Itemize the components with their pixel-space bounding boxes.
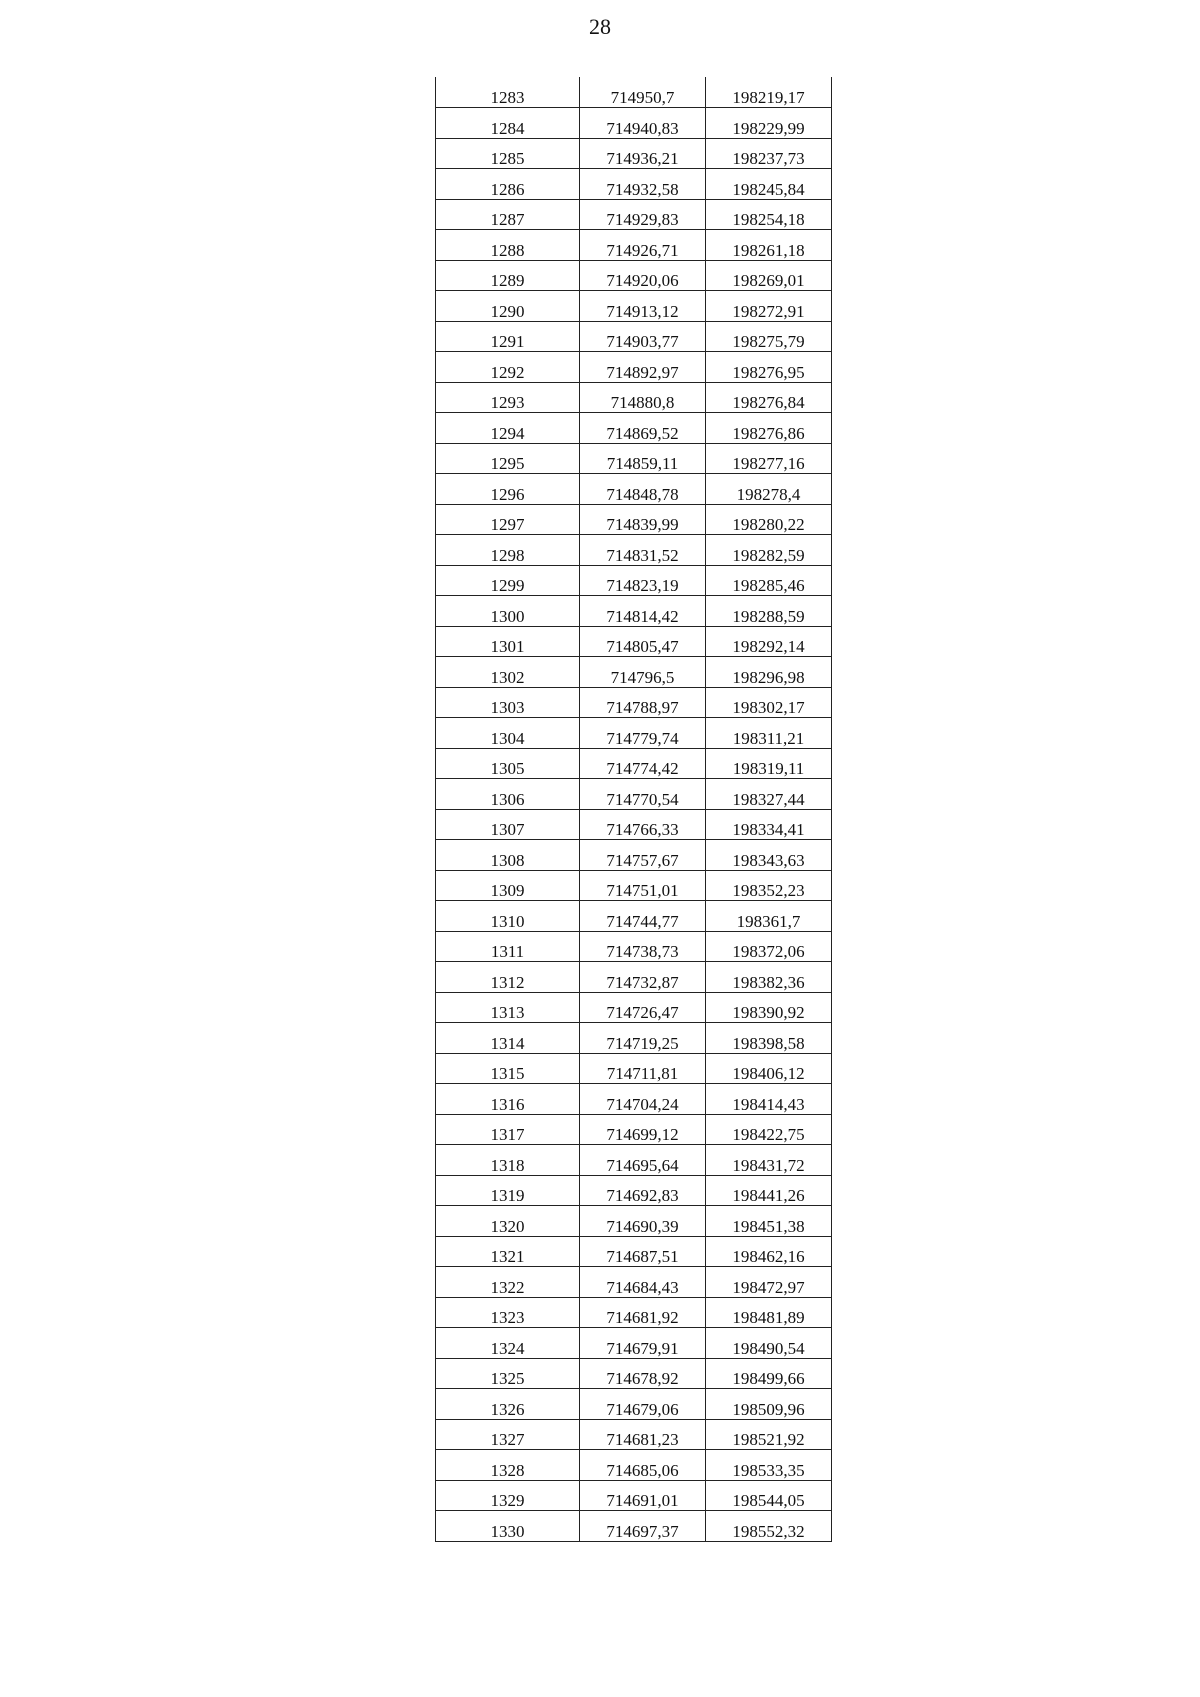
y-coordinate-cell: 198302,17	[706, 687, 832, 718]
table-row	[436, 1236, 832, 1267]
point-number-cell: 1290	[436, 291, 580, 322]
point-number-cell: 1316	[436, 1084, 580, 1115]
y-coordinate-cell: 198382,36	[706, 962, 832, 993]
x-coordinate-cell: 714697,37	[580, 1511, 706, 1542]
x-coordinate-cell: 714774,42	[580, 748, 706, 779]
table-row	[436, 870, 832, 901]
table-row	[436, 108, 832, 139]
point-number-cell: 1330	[436, 1511, 580, 1542]
x-coordinate-cell: 714684,43	[580, 1267, 706, 1298]
y-coordinate-cell: 198472,97	[706, 1267, 832, 1298]
table-row	[436, 169, 832, 200]
table-row	[436, 1389, 832, 1420]
point-number-cell: 1326	[436, 1389, 580, 1420]
table-row	[436, 352, 832, 383]
table-row	[436, 1419, 832, 1450]
point-number-cell: 1299	[436, 565, 580, 596]
page-number: 28	[589, 14, 611, 39]
x-coordinate-cell: 714823,19	[580, 565, 706, 596]
point-number-cell: 1312	[436, 962, 580, 993]
x-coordinate-cell: 714679,91	[580, 1328, 706, 1359]
table-row	[436, 474, 832, 505]
table-row	[436, 1114, 832, 1145]
table-row	[436, 809, 832, 840]
x-coordinate-cell: 714738,73	[580, 931, 706, 962]
x-coordinate-cell: 714695,64	[580, 1145, 706, 1176]
point-number-cell: 1293	[436, 382, 580, 413]
x-coordinate-cell: 714926,71	[580, 230, 706, 261]
point-number-cell: 1301	[436, 626, 580, 657]
y-coordinate-cell: 198390,92	[706, 992, 832, 1023]
x-coordinate-cell: 714678,92	[580, 1358, 706, 1389]
x-coordinate-cell: 714796,5	[580, 657, 706, 688]
table-row	[436, 748, 832, 779]
y-coordinate-cell: 198282,59	[706, 535, 832, 566]
y-coordinate-cell: 198343,63	[706, 840, 832, 871]
x-coordinate-cell: 714805,47	[580, 626, 706, 657]
y-coordinate-cell: 198372,06	[706, 931, 832, 962]
point-number-cell: 1284	[436, 108, 580, 139]
x-coordinate-cell: 714766,33	[580, 809, 706, 840]
table-row	[436, 382, 832, 413]
y-coordinate-cell: 198451,38	[706, 1206, 832, 1237]
y-coordinate-cell: 198544,05	[706, 1480, 832, 1511]
y-coordinate-cell: 198276,84	[706, 382, 832, 413]
x-coordinate-cell: 714869,52	[580, 413, 706, 444]
y-coordinate-cell: 198285,46	[706, 565, 832, 596]
table-row	[436, 1450, 832, 1481]
point-number-cell: 1317	[436, 1114, 580, 1145]
point-number-cell: 1322	[436, 1267, 580, 1298]
point-number-cell: 1329	[436, 1480, 580, 1511]
x-coordinate-cell: 714848,78	[580, 474, 706, 505]
y-coordinate-cell: 198499,66	[706, 1358, 832, 1389]
x-coordinate-cell: 714685,06	[580, 1450, 706, 1481]
point-number-cell: 1328	[436, 1450, 580, 1481]
point-number-cell: 1320	[436, 1206, 580, 1237]
table-row	[436, 718, 832, 749]
point-number-cell: 1294	[436, 413, 580, 444]
y-coordinate-cell: 198292,14	[706, 626, 832, 657]
table-row	[436, 626, 832, 657]
point-number-cell: 1310	[436, 901, 580, 932]
point-number-cell: 1318	[436, 1145, 580, 1176]
y-coordinate-cell: 198490,54	[706, 1328, 832, 1359]
x-coordinate-cell: 714732,87	[580, 962, 706, 993]
table-row	[436, 77, 832, 108]
point-number-cell: 1302	[436, 657, 580, 688]
x-coordinate-cell: 714932,58	[580, 169, 706, 200]
point-number-cell: 1308	[436, 840, 580, 871]
x-coordinate-cell: 714711,81	[580, 1053, 706, 1084]
table-row	[436, 565, 832, 596]
point-number-cell: 1298	[436, 535, 580, 566]
table-row	[436, 901, 832, 932]
x-coordinate-cell: 714880,8	[580, 382, 706, 413]
point-number-cell: 1296	[436, 474, 580, 505]
y-coordinate-cell: 198288,59	[706, 596, 832, 627]
table-row	[436, 1297, 832, 1328]
coordinates-table-body	[436, 77, 832, 1541]
point-number-cell: 1304	[436, 718, 580, 749]
table-row	[436, 291, 832, 322]
y-coordinate-cell: 198422,75	[706, 1114, 832, 1145]
y-coordinate-cell: 198406,12	[706, 1053, 832, 1084]
y-coordinate-cell: 198481,89	[706, 1297, 832, 1328]
y-coordinate-cell: 198278,4	[706, 474, 832, 505]
point-number-cell: 1283	[436, 77, 580, 108]
table-row	[436, 1053, 832, 1084]
x-coordinate-cell: 714744,77	[580, 901, 706, 932]
y-coordinate-cell: 198261,18	[706, 230, 832, 261]
x-coordinate-cell: 714929,83	[580, 199, 706, 230]
point-number-cell: 1286	[436, 169, 580, 200]
y-coordinate-cell: 198462,16	[706, 1236, 832, 1267]
y-coordinate-cell: 198414,43	[706, 1084, 832, 1115]
x-coordinate-cell: 714687,51	[580, 1236, 706, 1267]
point-number-cell: 1325	[436, 1358, 580, 1389]
table-row	[436, 657, 832, 688]
y-coordinate-cell: 198276,95	[706, 352, 832, 383]
x-coordinate-cell: 714779,74	[580, 718, 706, 749]
coordinates-table	[435, 77, 832, 1542]
table-row	[436, 535, 832, 566]
table-row	[436, 1175, 832, 1206]
y-coordinate-cell: 198272,91	[706, 291, 832, 322]
x-coordinate-cell: 714691,01	[580, 1480, 706, 1511]
point-number-cell: 1288	[436, 230, 580, 261]
table-row	[436, 1328, 832, 1359]
point-number-cell: 1307	[436, 809, 580, 840]
point-number-cell: 1297	[436, 504, 580, 535]
point-number-cell: 1287	[436, 199, 580, 230]
table-row	[436, 321, 832, 352]
y-coordinate-cell: 198269,01	[706, 260, 832, 291]
x-coordinate-cell: 714788,97	[580, 687, 706, 718]
y-coordinate-cell: 198229,99	[706, 108, 832, 139]
x-coordinate-cell: 714679,06	[580, 1389, 706, 1420]
y-coordinate-cell: 198219,17	[706, 77, 832, 108]
x-coordinate-cell: 714751,01	[580, 870, 706, 901]
y-coordinate-cell: 198245,84	[706, 169, 832, 200]
x-coordinate-cell: 714839,99	[580, 504, 706, 535]
point-number-cell: 1303	[436, 687, 580, 718]
table-row	[436, 596, 832, 627]
x-coordinate-cell: 714831,52	[580, 535, 706, 566]
point-number-cell: 1295	[436, 443, 580, 474]
x-coordinate-cell: 714770,54	[580, 779, 706, 810]
y-coordinate-cell: 198509,96	[706, 1389, 832, 1420]
point-number-cell: 1300	[436, 596, 580, 627]
point-number-cell: 1319	[436, 1175, 580, 1206]
x-coordinate-cell: 714726,47	[580, 992, 706, 1023]
table-row	[436, 1480, 832, 1511]
y-coordinate-cell: 198521,92	[706, 1419, 832, 1450]
y-coordinate-cell: 198276,86	[706, 413, 832, 444]
x-coordinate-cell: 714940,83	[580, 108, 706, 139]
y-coordinate-cell: 198361,7	[706, 901, 832, 932]
x-coordinate-cell: 714814,42	[580, 596, 706, 627]
table-row	[436, 1145, 832, 1176]
point-number-cell: 1289	[436, 260, 580, 291]
x-coordinate-cell: 714690,39	[580, 1206, 706, 1237]
point-number-cell: 1321	[436, 1236, 580, 1267]
point-number-cell: 1291	[436, 321, 580, 352]
table-row	[436, 840, 832, 871]
y-coordinate-cell: 198296,98	[706, 657, 832, 688]
table-row	[436, 199, 832, 230]
point-number-cell: 1314	[436, 1023, 580, 1054]
point-number-cell: 1327	[436, 1419, 580, 1450]
y-coordinate-cell: 198319,11	[706, 748, 832, 779]
point-number-cell: 1311	[436, 931, 580, 962]
y-coordinate-cell: 198254,18	[706, 199, 832, 230]
point-number-cell: 1292	[436, 352, 580, 383]
x-coordinate-cell: 714692,83	[580, 1175, 706, 1206]
point-number-cell: 1313	[436, 992, 580, 1023]
point-number-cell: 1323	[436, 1297, 580, 1328]
x-coordinate-cell: 714936,21	[580, 138, 706, 169]
x-coordinate-cell: 714892,97	[580, 352, 706, 383]
table-row	[436, 1511, 832, 1542]
table-row	[436, 1206, 832, 1237]
point-number-cell: 1324	[436, 1328, 580, 1359]
x-coordinate-cell: 714681,92	[580, 1297, 706, 1328]
y-coordinate-cell: 198327,44	[706, 779, 832, 810]
y-coordinate-cell: 198277,16	[706, 443, 832, 474]
y-coordinate-cell: 198552,32	[706, 1511, 832, 1542]
x-coordinate-cell: 714699,12	[580, 1114, 706, 1145]
table-row	[436, 138, 832, 169]
y-coordinate-cell: 198441,26	[706, 1175, 832, 1206]
table-row	[436, 687, 832, 718]
table-row	[436, 1023, 832, 1054]
y-coordinate-cell: 198237,73	[706, 138, 832, 169]
table-row	[436, 1084, 832, 1115]
y-coordinate-cell: 198275,79	[706, 321, 832, 352]
y-coordinate-cell: 198352,23	[706, 870, 832, 901]
table-row	[436, 260, 832, 291]
table-row	[436, 230, 832, 261]
x-coordinate-cell: 714704,24	[580, 1084, 706, 1115]
y-coordinate-cell: 198311,21	[706, 718, 832, 749]
x-coordinate-cell: 714950,7	[580, 77, 706, 108]
table-row	[436, 962, 832, 993]
table-row	[436, 1358, 832, 1389]
y-coordinate-cell: 198533,35	[706, 1450, 832, 1481]
point-number-cell: 1285	[436, 138, 580, 169]
point-number-cell: 1309	[436, 870, 580, 901]
table-row	[436, 504, 832, 535]
point-number-cell: 1306	[436, 779, 580, 810]
x-coordinate-cell: 714681,23	[580, 1419, 706, 1450]
x-coordinate-cell: 714757,67	[580, 840, 706, 871]
table-row	[436, 779, 832, 810]
y-coordinate-cell: 198280,22	[706, 504, 832, 535]
table-row	[436, 413, 832, 444]
point-number-cell: 1315	[436, 1053, 580, 1084]
y-coordinate-cell: 198334,41	[706, 809, 832, 840]
table-row	[436, 1267, 832, 1298]
x-coordinate-cell: 714719,25	[580, 1023, 706, 1054]
x-coordinate-cell: 714920,06	[580, 260, 706, 291]
x-coordinate-cell: 714903,77	[580, 321, 706, 352]
table-row	[436, 443, 832, 474]
x-coordinate-cell: 714913,12	[580, 291, 706, 322]
y-coordinate-cell: 198431,72	[706, 1145, 832, 1176]
table-row	[436, 992, 832, 1023]
table-row	[436, 931, 832, 962]
point-number-cell: 1305	[436, 748, 580, 779]
x-coordinate-cell: 714859,11	[580, 443, 706, 474]
y-coordinate-cell: 198398,58	[706, 1023, 832, 1054]
